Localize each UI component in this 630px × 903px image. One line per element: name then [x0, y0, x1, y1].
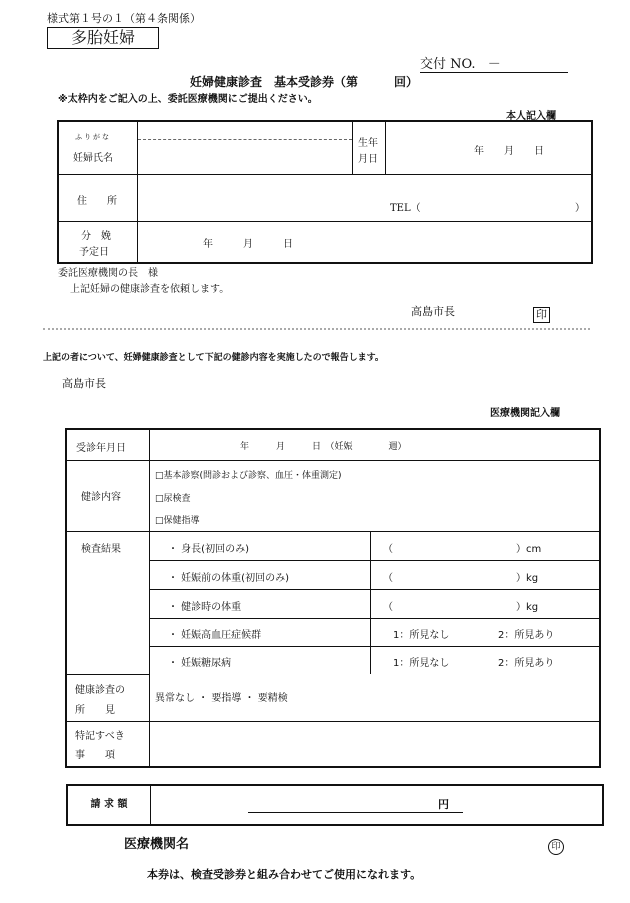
request-recipient: 委託医療機関の長 様 — [58, 268, 158, 279]
visit-label-cell — [67, 430, 150, 461]
result-row — [150, 619, 371, 647]
due-date-placeholder: 年 月 日 — [203, 239, 293, 250]
opinion-label-cell — [67, 675, 150, 722]
content-label: 健診内容 — [81, 492, 121, 503]
tel-close: ） — [575, 203, 585, 214]
birth-label-2: 月日 — [358, 154, 378, 165]
checkup-table — [65, 428, 601, 768]
institution-fill-label: 医療機関記入欄 — [490, 408, 560, 419]
birth-date-placeholder: 年 月 日 — [474, 146, 544, 157]
result-prepreg-weight-label: ・ 妊娠前の体重(初回のみ) — [168, 573, 289, 584]
visit-date-input[interactable] — [150, 430, 599, 461]
footer-note: 本券は、検査受診券と組み合わせてご使用になれます。 — [147, 868, 422, 881]
result-height-label: ・ 身長(初回のみ) — [168, 544, 249, 555]
notes-label-2: 事 項 — [75, 750, 115, 761]
billing-amount-input[interactable] — [248, 786, 463, 813]
seal-icon: 印 — [533, 307, 550, 323]
billing-label: 請 求 額 — [68, 786, 151, 824]
patient-info-table — [57, 120, 593, 264]
birth-label-cell — [353, 122, 386, 175]
mayor-seal — [533, 303, 550, 323]
content-label-cell — [67, 461, 150, 532]
notes-input[interactable] — [150, 722, 599, 766]
birth-date-input[interactable] — [386, 122, 591, 175]
diabetes-options — [371, 647, 599, 674]
opinion-label-1: 健康診査の — [75, 685, 125, 696]
due-date-input[interactable] — [138, 222, 591, 262]
result-label: 検査結果 — [81, 544, 121, 555]
content-basic-checkbox[interactable]: □基本診察(問診および診察、血圧・体重測定) — [155, 471, 342, 481]
result-label-cell — [67, 532, 150, 675]
address-label-cell — [59, 175, 138, 222]
billing-currency: 円 — [438, 798, 449, 811]
height-input[interactable] — [371, 532, 599, 561]
content-options — [150, 461, 599, 532]
issue-number — [420, 53, 568, 73]
page-title: 妊婦健康診査 基本受診券（第 回） — [190, 75, 419, 89]
prepreg-weight-input[interactable] — [371, 561, 599, 590]
opinion-label-2: 所 見 — [75, 705, 115, 716]
self-fill-label: 本人記入欄 — [506, 111, 556, 122]
birth-label-1: 生年 — [358, 138, 378, 149]
result-row — [150, 647, 371, 674]
furigana-divider — [138, 139, 352, 140]
opinion-value: 異常なし ・ 要指導 ・ 要精検 — [155, 693, 288, 704]
furigana-label: ふりがな — [75, 133, 111, 141]
notes-label-cell — [67, 722, 150, 766]
visit-label: 受診年月日 — [76, 443, 126, 454]
height-open: （ — [383, 544, 393, 555]
diabetes-option-none[interactable]: 1：所見なし — [393, 658, 450, 669]
name-label-cell — [59, 122, 138, 175]
result-row — [150, 532, 371, 561]
content-guidance-checkbox[interactable]: □保健指導 — [155, 516, 200, 526]
checkup-weight-open: （ — [383, 602, 393, 613]
issue-no-separator: － — [487, 57, 501, 72]
seal-icon: 印 — [548, 839, 564, 855]
name-input[interactable] — [138, 122, 353, 175]
name-label: 妊婦氏名 — [73, 153, 113, 164]
checkup-weight-unit: ）kg — [516, 602, 539, 613]
due-label-cell — [59, 222, 138, 262]
result-hypertension-label: ・ 妊娠高血圧症候群 — [168, 630, 262, 641]
prepreg-weight-unit: ）kg — [516, 573, 539, 584]
form-id: 様式第１号の１（第４条関係） — [47, 12, 201, 25]
due-label-1: 分 娩 — [81, 231, 111, 242]
address-input[interactable] — [138, 175, 591, 222]
report-intro: 上記の者について、妊婦健康診査として下記の健診内容を実施したので報告します。 — [43, 353, 384, 363]
prepreg-weight-open: （ — [383, 573, 393, 584]
billing-box — [66, 784, 604, 826]
instruction: ※太枠内をご記入の上、委託医療機関にご提出ください。 — [58, 94, 318, 105]
request-body: 上記妊婦の健康診査を依頼します。 — [70, 284, 230, 295]
notes-label-1: 特記すべき — [75, 731, 125, 742]
content-urine-checkbox[interactable]: □尿検査 — [155, 494, 191, 504]
diabetes-option-found[interactable]: 2：所見あり — [498, 658, 555, 669]
visit-date-placeholder: 年 月 日 （妊娠 週） — [240, 442, 407, 452]
institution-seal — [548, 834, 564, 855]
due-label-2: 予定日 — [79, 247, 109, 258]
result-row — [150, 561, 371, 590]
opinion-options[interactable] — [150, 675, 599, 722]
issue-no-label: 交付 NO. — [420, 57, 476, 72]
tel-label: TEL（ — [390, 203, 421, 214]
result-row — [150, 590, 371, 619]
address-label: 住 所 — [77, 196, 117, 207]
institution-name-label: 医療機関名 — [124, 837, 190, 852]
multiple-pregnancy-badge: 多胎妊婦 — [47, 27, 159, 49]
hypertension-options — [371, 619, 599, 647]
hypertension-option-none[interactable]: 1：所見なし — [393, 630, 450, 641]
mayor-name: 高島市長 — [411, 305, 455, 318]
result-checkup-weight-label: ・ 健診時の体重 — [168, 602, 242, 613]
result-diabetes-label: ・ 妊娠糖尿病 — [168, 658, 232, 669]
results-grid — [150, 532, 599, 674]
height-unit: ）cm — [516, 544, 542, 555]
hypertension-option-found[interactable]: 2：所見あり — [498, 630, 555, 641]
checkup-weight-input[interactable] — [371, 590, 599, 619]
report-recipient: 高島市長 — [62, 377, 106, 390]
cut-line — [43, 328, 590, 333]
